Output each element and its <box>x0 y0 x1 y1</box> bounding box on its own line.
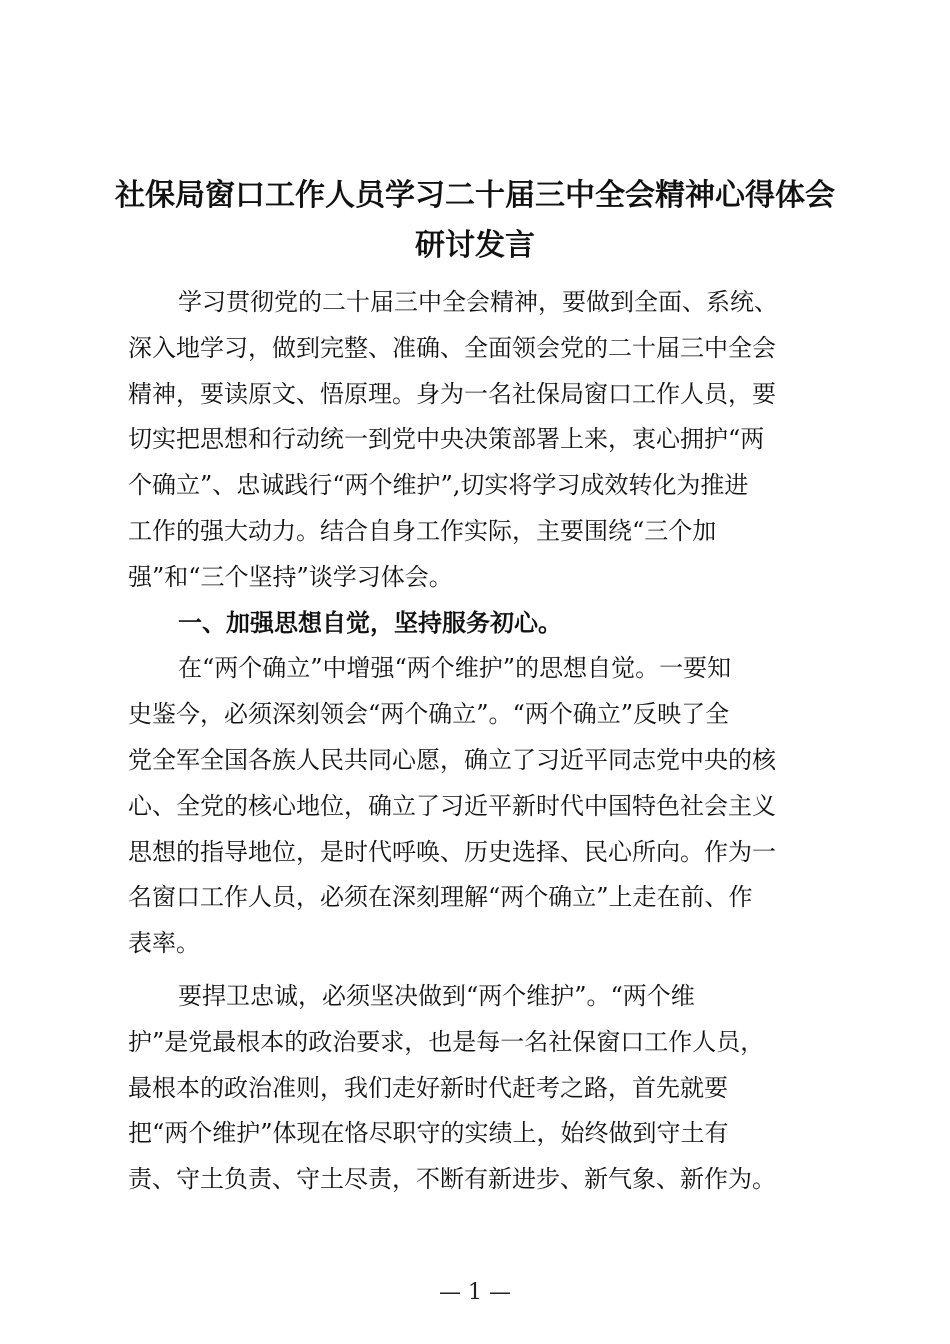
text-line: 强”和“三个坚持”谈学习体会。 <box>128 562 453 591</box>
text-line: 要捍卫忠诚，必须坚决做到“两个维护”。“两个维 <box>178 981 695 1010</box>
text-line: 切实把思想和行动统一到党中央决策部署上来，衷心拥护“两 <box>128 425 765 454</box>
text-line: 在“两个确立”中增强“两个维护”的思想自觉。一要知 <box>178 654 732 683</box>
text-line: 责、守土负责、守土尽责，不断有新进步、新气象、新作为。 <box>128 1165 776 1194</box>
paragraph-intro <box>128 280 828 601</box>
text-line: 表率。 <box>128 929 200 958</box>
document-body <box>128 280 828 1203</box>
document-title-line-1: 社保局窗口工作人员学习二十届三中全会精神心得体会 <box>115 178 835 213</box>
page-number: — 1 — <box>439 1280 511 1305</box>
paragraph-two-safeguards <box>128 974 828 1203</box>
text-line: 深入地学习，做到完整、准确、全面领会党的二十届三中全会 <box>128 333 776 362</box>
text-line: 党全军全国各族人民共同心愿，确立了习近平同志党中央的核 <box>128 745 776 774</box>
text-line: 学习贯彻党的二十届三中全会精神，要做到全面、系统、 <box>178 288 778 316</box>
text-line: 史鉴今，必须深刻领会“两个确立”。“两个确立”反映了全 <box>128 700 730 729</box>
section-heading: 一、加强思想自觉，坚持服务初心。 <box>178 608 562 637</box>
paragraph-two-establishments <box>128 646 828 967</box>
paragraph-spacer <box>128 967 828 974</box>
text-line: 护”是党最根本的政治要求，也是每一名社保窗口工作人员， <box>128 1027 765 1056</box>
text-line: 最根本的政治准则，我们走好新时代赶考之路，首先就要 <box>128 1073 728 1102</box>
text-line: 精神，要读原文、悟原理。身为一名社保局窗口工作人员，要 <box>128 379 776 408</box>
text-line: 思想的指导地位，是时代呼唤、历史选择、民心所向。作为一 <box>128 837 776 866</box>
text-line: 工作的强大动力。结合自身工作实际，主要围绕“三个加 <box>128 516 717 545</box>
text-line: 把“两个维护”体现在恪尽职守的实绩上，始终做到守土有 <box>128 1119 729 1148</box>
text-line: 名窗口工作人员，必须在深刻理解“两个确立”上走在前、作 <box>128 883 753 912</box>
text-line: 心、全党的核心地位，确立了习近平新时代中国特色社会主义 <box>128 791 776 820</box>
text-line: 个确立”、忠诚践行“两个维护”,切实将学习成效转化为推进 <box>128 471 749 500</box>
document-title-line-2: 研讨发言 <box>415 228 535 263</box>
